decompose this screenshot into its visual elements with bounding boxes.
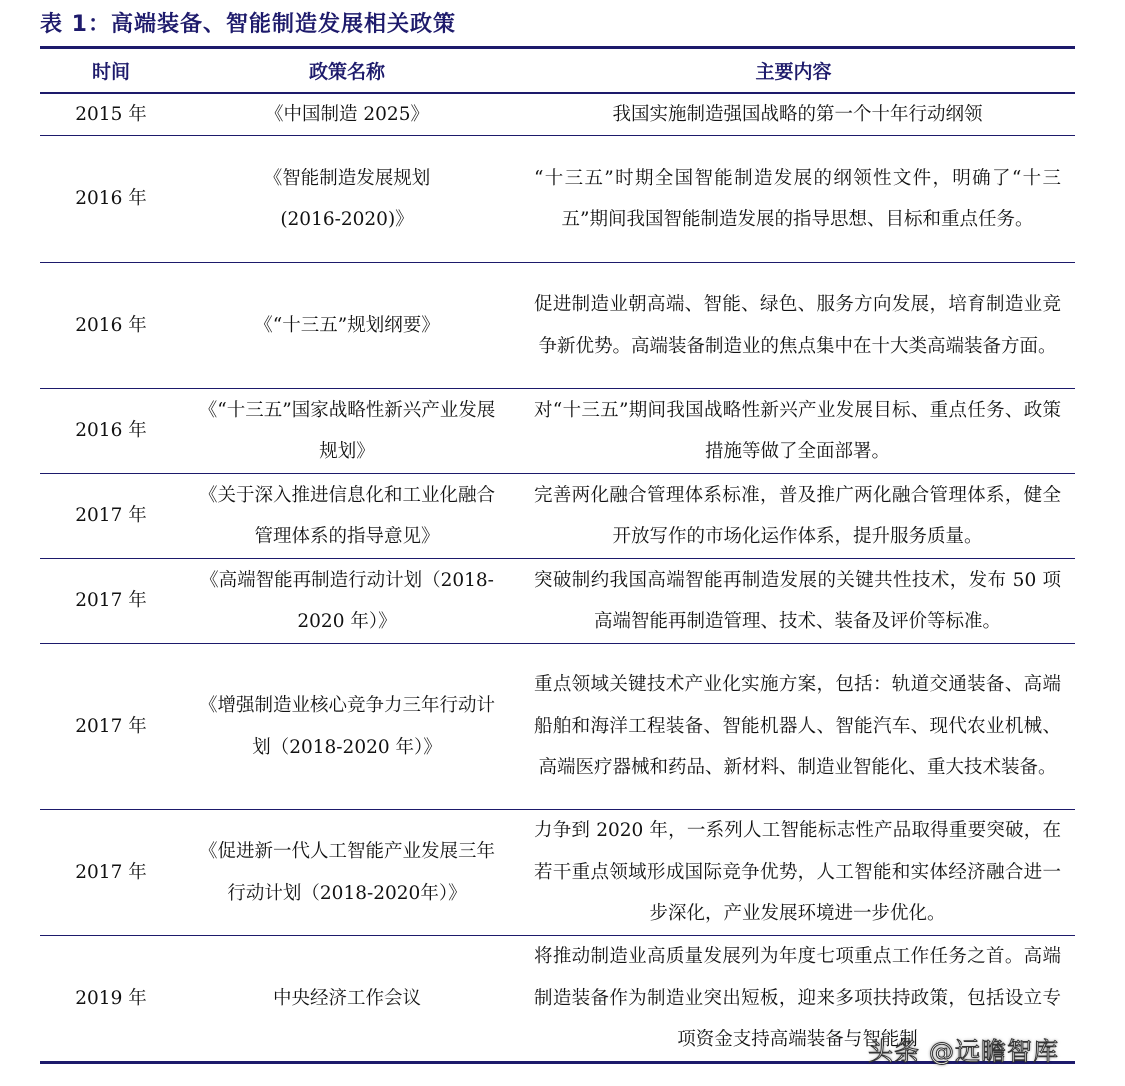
table-row bbox=[40, 559, 1075, 644]
table-header bbox=[40, 49, 1075, 92]
cell-year: 2017 年 bbox=[75, 505, 147, 527]
cell-content: “十三五”时期全国智能制造发展的纲领性文件，明确了“十三五”期间我国智能制造发展的指导思想、目标和重点任务。 bbox=[534, 167, 1061, 230]
cell-policy: 《“十三五”国家战略性新兴产业发展规划》 bbox=[198, 399, 496, 462]
header-time: 时间 bbox=[91, 61, 130, 83]
cell-content: 促进制造业朝高端、智能、绿色、服务方向发展，培育制造业竞争新优势。高端装备制造业的焦点集中在十大类高端装备方面。 bbox=[534, 294, 1061, 357]
cell-policy: 《促进新一代人工智能产业发展三年行动计划（2018-2020年）》 bbox=[198, 841, 495, 904]
cell-year: 2016 年 bbox=[75, 188, 147, 210]
cell-year: 2017 年 bbox=[75, 861, 147, 883]
table-body bbox=[40, 94, 1075, 1061]
watermark-text: 头条 @远瞻智库 bbox=[868, 1037, 1059, 1066]
table-title: 表 1：高端装备、智能制造发展相关政策 bbox=[40, 12, 456, 37]
cell-content: 对“十三五”期间我国战略性新兴产业发展目标、重点任务、政策措施等做了全面部署。 bbox=[534, 399, 1061, 462]
cell-content: 将推动制造业高质量发展列为年度七项重点工作任务之首。高端制造装备作为制造业突出短板，迎来多项扶持政策，包括设立专项资金支持高端装备与智能制 bbox=[534, 946, 1061, 1051]
watermark bbox=[868, 1018, 1118, 1082]
table-row bbox=[40, 389, 1075, 474]
cell-year: 2016 年 bbox=[75, 420, 147, 442]
table-row bbox=[40, 263, 1075, 389]
cell-policy: 《“十三五”规划纲要》 bbox=[254, 314, 440, 336]
table-row bbox=[40, 474, 1075, 559]
header-policy-name: 政策名称 bbox=[308, 61, 385, 83]
cell-year: 2019 年 bbox=[75, 987, 147, 1009]
cell-year: 2015 年 bbox=[75, 103, 147, 125]
cell-policy: 中央经济工作会议 bbox=[272, 987, 421, 1009]
header-main-content: 主要内容 bbox=[755, 61, 832, 83]
table-row bbox=[40, 94, 1075, 136]
cell-content: 突破制约我国高端智能再制造发展的关键共性技术，发布 50 项高端智能再制造管理、技术、装备及评价等标准。 bbox=[534, 569, 1061, 632]
cell-content: 重点领域关键技术产业化实施方案，包括：轨道交通装备、高端船舶和海洋工程装备、智能机器人、智能汽车、现代农业机械、高端医疗器械和药品、新材料、制造业智能化、重大技术装备。 bbox=[534, 674, 1061, 779]
cell-policy: 《增强制造业核心竞争力三年行动计划（2018-2020 年）》 bbox=[198, 695, 495, 758]
table-row bbox=[40, 136, 1075, 263]
cell-content: 力争到 2020 年，一系列人工智能标志性产品取得重要突破，在若干重点领域形成国际竞争优势，人工智能和实体经济融合进一步深化，产业发展环境进一步优化。 bbox=[534, 820, 1061, 925]
cell-policy: 《关于深入推进信息化和工业化融合管理体系的指导意见》 bbox=[198, 484, 495, 547]
cell-policy: 《中国制造 2025》 bbox=[265, 103, 429, 125]
cell-year: 2017 年 bbox=[75, 590, 147, 612]
cell-content: 完善两化融合管理体系标准，普及推广两化融合管理体系，健全开放写作的市场化运作体系，提升服务质量。 bbox=[534, 484, 1061, 547]
cell-year: 2017 年 bbox=[75, 715, 147, 737]
cell-policy: 《智能制造发展规划(2016-2020)》 bbox=[263, 167, 431, 230]
table-row bbox=[40, 644, 1075, 810]
cell-policy: 《高端智能再制造行动计划（2018-2020 年）》 bbox=[200, 569, 494, 632]
table-row bbox=[40, 810, 1075, 936]
cell-content: 我国实施制造强国战略的第一个十年行动纲领 bbox=[612, 103, 983, 125]
cell-year: 2016 年 bbox=[75, 314, 147, 336]
